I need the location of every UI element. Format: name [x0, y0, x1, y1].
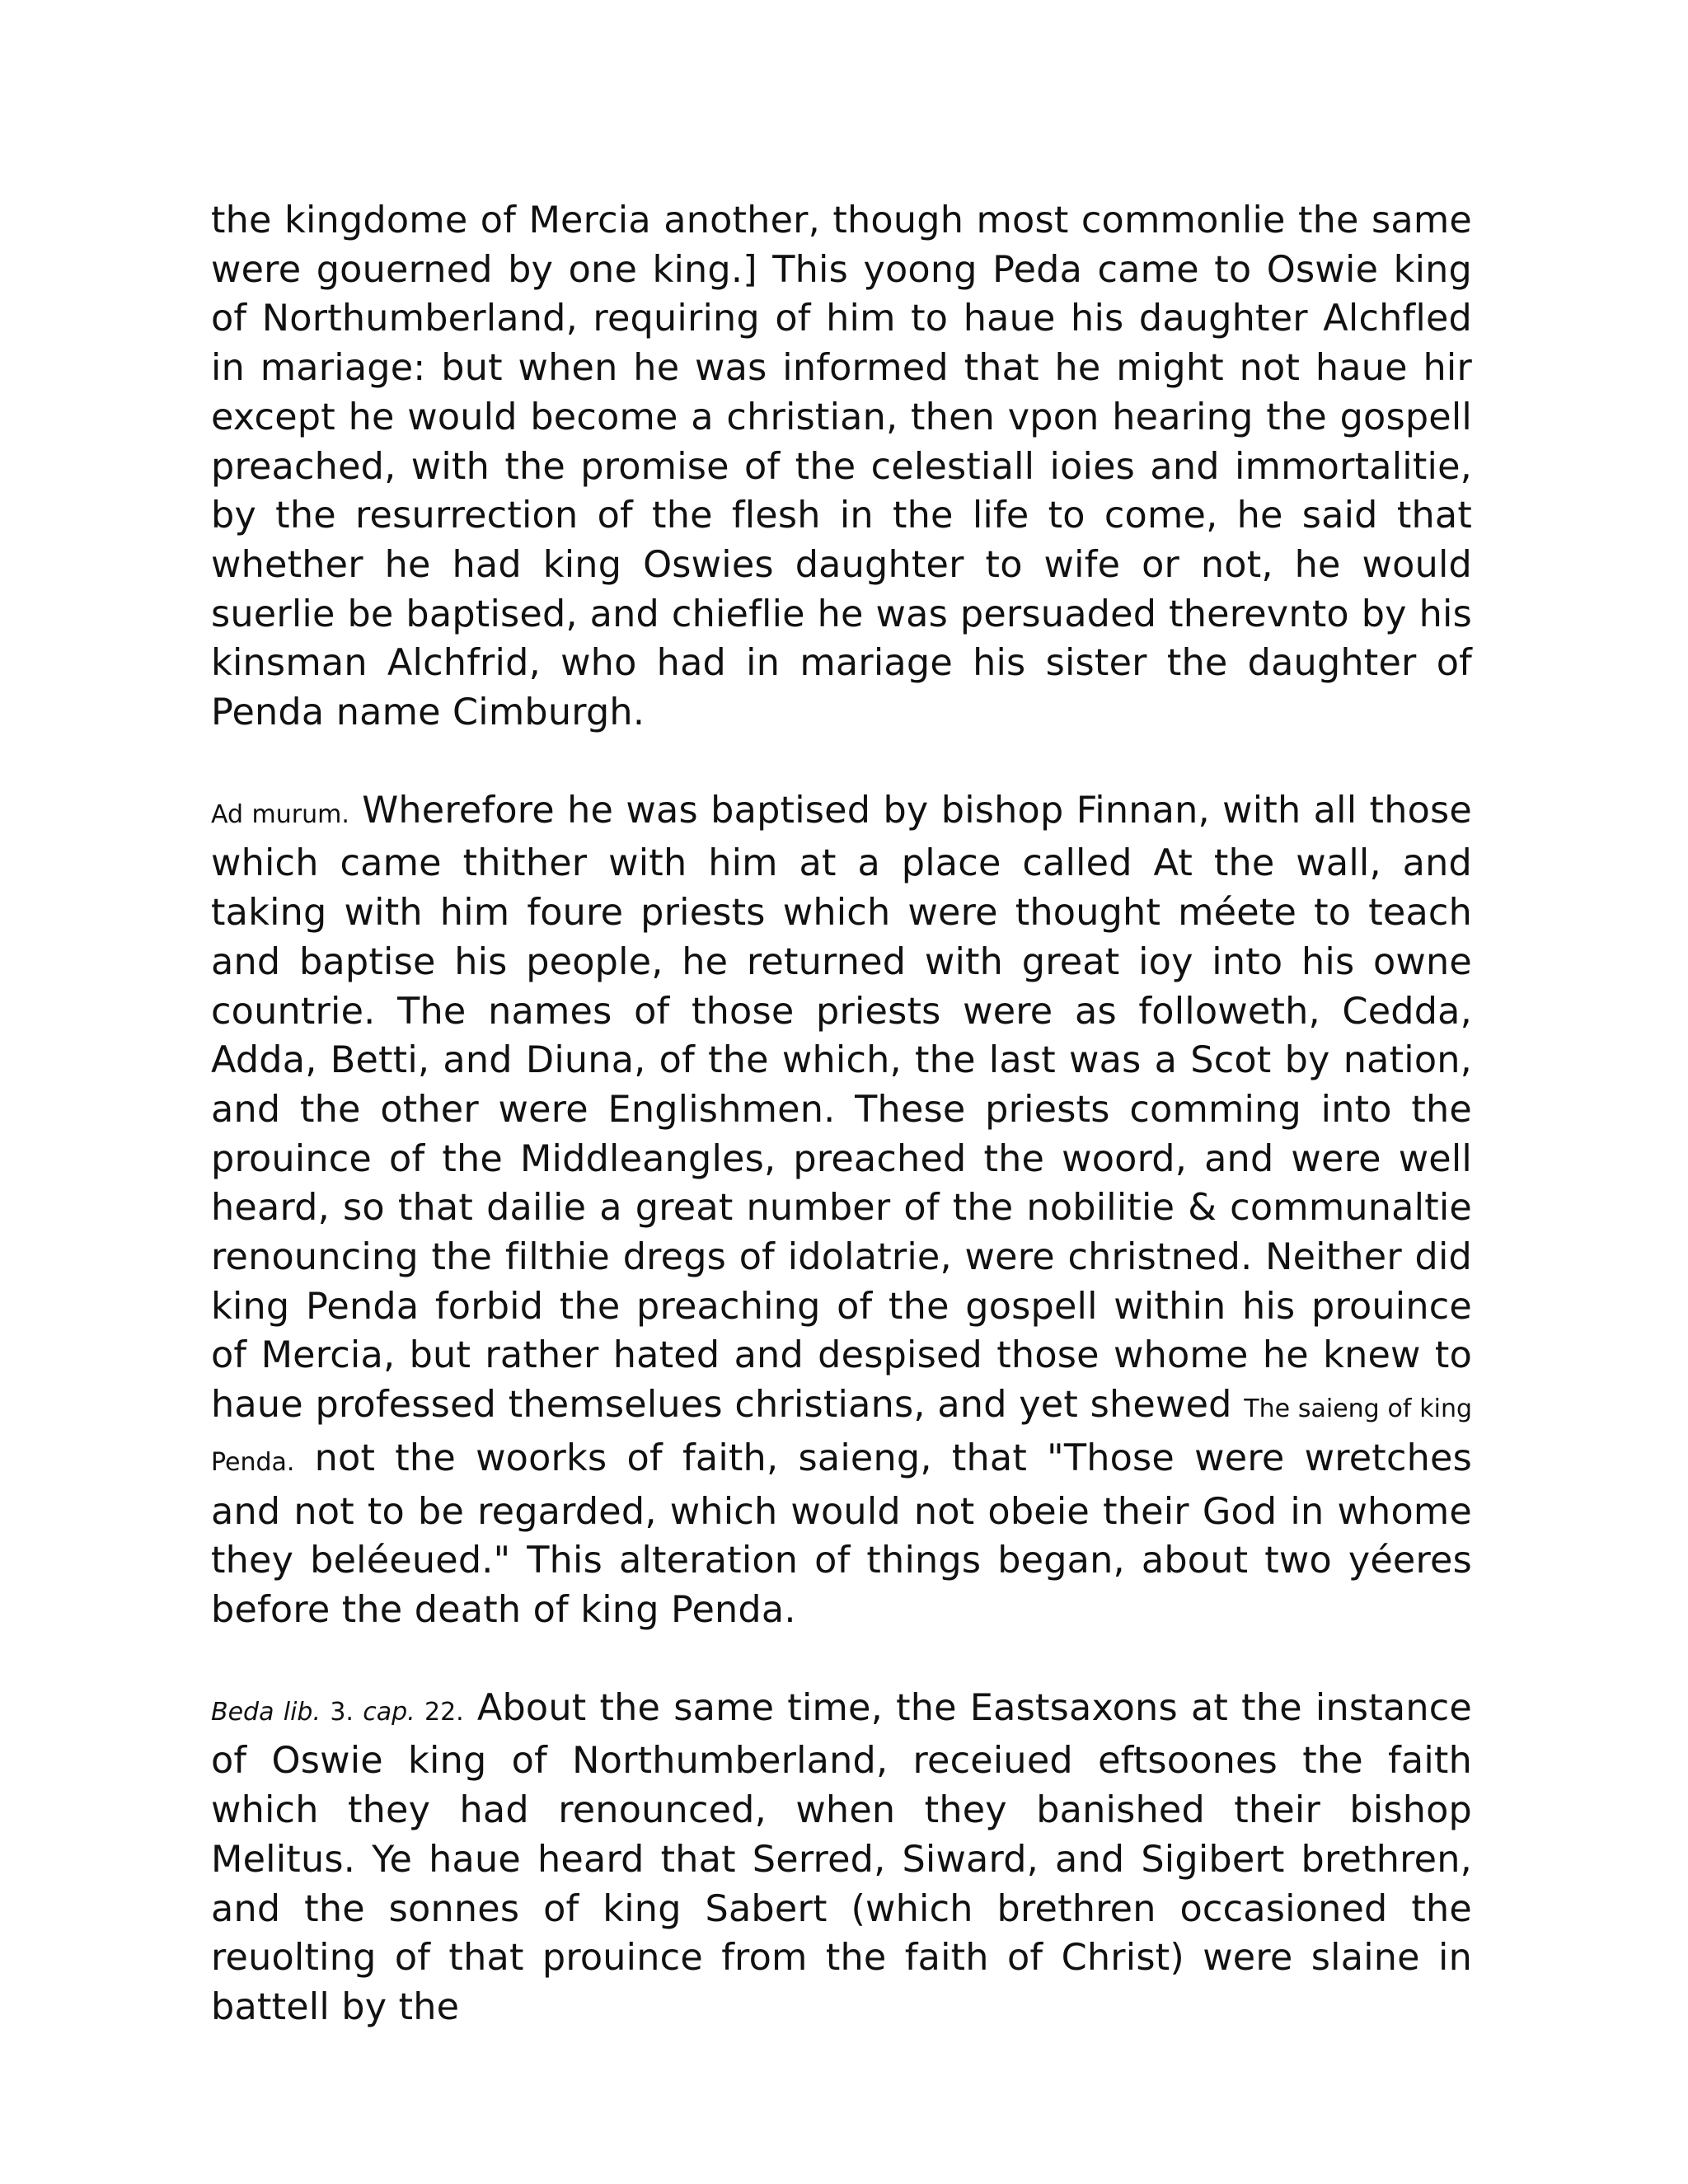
document-page	[211, 196, 1472, 2032]
margin-note-beda	[211, 1698, 464, 1727]
paragraph-ad-murum	[211, 786, 1472, 1635]
margin-note-cap-number: 22.	[424, 1697, 464, 1727]
paragraph-mercia-peda	[211, 196, 1472, 738]
margin-note-lib-number: 3.	[330, 1697, 354, 1727]
paragraph-text: About the same time, the Eastsaxons at the instance of Oswie king of Northumberland, receiued eftsoones the faith which they had renounced, when they banished their bishop Melitus. Ye haue heard that Serred, Siward, and Sigibert brethren, and the sonnes of king Sabert (which brethren occasioned the reuolting of that prouince from the faith of Christ) were slaine in battell by the	[211, 1686, 1473, 2028]
paragraph-text: Wherefore he was baptised by bishop Finnan, with all those which came thither with him at a place called At the wall, and taking with him foure priests which were thought méete to teach and baptise his people, he returned with great ioy into his owne countrie. The names of those priests were as followeth, Cedda, Adda, Betti, and Diuna, of the which, the last was a Scot by nation, and the other were Englishmen. These priests comming into the prouince of the Middleangles, preached the woord, and were well heard, so that dailie a great number of the nobilitie & communaltie renouncing the filthie dregs of idolatrie, were christned. Neither did king Penda forbid the preaching of the gospell within his prouince of Mercia, but rather hated and despised those whome he knew to haue professed themselues christians, and yet shewed	[211, 789, 1472, 1427]
margin-note-cap: cap.	[363, 1697, 415, 1727]
margin-note-saieng-of-penda: The saieng of king Penda.	[211, 1394, 1472, 1477]
paragraph-eastsaxons	[211, 1684, 1472, 2032]
paragraph-text-continued: not the woorks of faith, saieng, that "Those were wretches and not to be regarded, which would not obeie their God in whome they beléeued." This alteration of things began, about two yéeres before the death of king Penda.	[211, 1436, 1472, 1631]
margin-note-ad-murum: Ad murum.	[211, 799, 349, 829]
paragraph-text: the kingdome of Mercia another, though most commonlie the same were gouerned by one king.] This yoong Peda came to Oswie king of Northumberland, requiring of him to haue his daughter Alchfled in mariage: but when he was informed that he might not haue hir except he would become a christian, then vpon hearing the gospell preached, with the promise of the celestiall ioies and immortalitie, by the resurrection of the flesh in the life to come, he said that whether he had king Oswies daughter to wife or not, he would suerlie be baptised, and chieflie he was persuaded therevnto by his kinsman Alchfrid, who had in mariage his sister the daughter of Penda name Cimburgh.	[211, 199, 1472, 734]
margin-note-beda-lib: Beda lib.	[211, 1697, 321, 1727]
